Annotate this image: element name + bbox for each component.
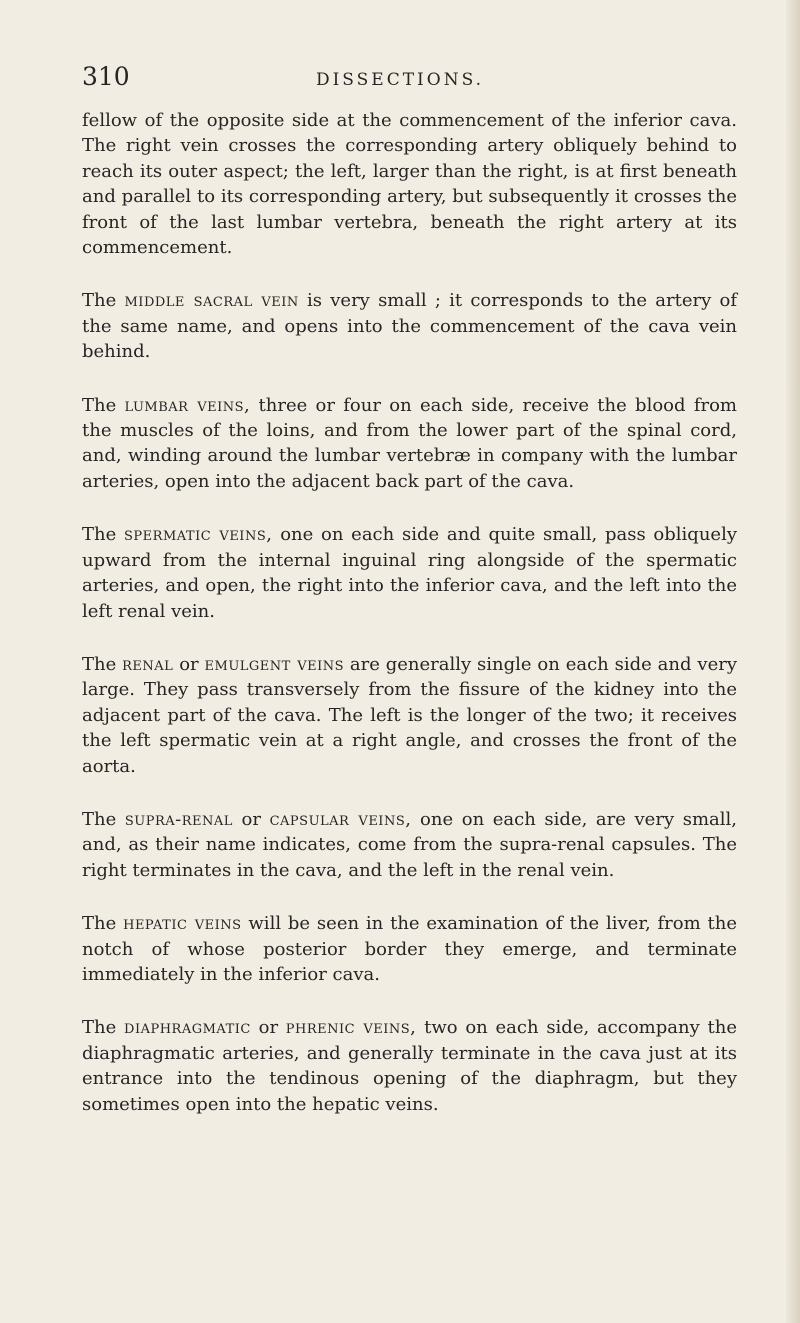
paragraph-spermatic-veins (82, 522, 737, 624)
term-spermatic-veins: spermatic veins, (124, 524, 273, 546)
paragraph-lumbar-veins (82, 393, 737, 495)
paragraph-text: are generally single on each side and very large. They pass transversely from the fissure of the kidney into the adjacent part of the cava. The left is the longer of the two; it receives the left spermatic vein at a right angle, and crosses the front of the aorta. (82, 653, 737, 777)
paragraph-supra-renal-veins (82, 807, 737, 883)
paragraph-text: three or four on each side, receive the blood from the muscles of the loins, and from the lower part of the spinal cord, and, winding around the lumbar vertebræ in company with the lumbar arteries, open into the adjacent back part of the cava. (82, 394, 737, 492)
paragraph-text: will be seen in the examination of the liver, from the notch of whose posterior border they emerge, and terminate immediately in the inferior cava. (82, 913, 738, 985)
paragraph-hepatic-veins (82, 911, 737, 987)
term-renal: renal (122, 653, 174, 675)
paragraph-lead: The (82, 913, 117, 935)
term-capsular-veins: capsular veins, (269, 808, 412, 830)
paragraph-middle-sacral-vein (82, 288, 737, 364)
paragraph-continuation (82, 108, 737, 260)
paragraph-lead: The (82, 524, 117, 546)
paragraph-text: one on each side and quite small, pass obliquely upward from the internal inguinal ring alongside of the spermatic arteries, and open, the right into the inferior cava, and the left into the left renal vein. (82, 524, 737, 622)
paragraph-text: is very small ; it corresponds to the artery of the same name, and opens into the commencement of the cava vein behind. (82, 290, 738, 363)
paragraph-lead: The (82, 1017, 117, 1039)
page-number: 310 (82, 62, 130, 91)
page-header (0, 62, 800, 96)
term-middle-sacral-vein: middle sacral vein (124, 290, 299, 312)
paragraph-connector: or (232, 808, 270, 830)
paragraph-text: fellow of the opposite side at the commencement of the inferior cava. The right vein crosses the corresponding artery obliquely behind to reach its outer aspect; the left, larger than the right, is at first beneath and parallel to its corresponding artery, but subsequently it crosses the front of the last lumbar vertebra, beneath the right artery at its commencement. (82, 110, 737, 259)
paragraph-text: one on each side, are very small, and, as their name indicates, come from the supra-renal capsules. The right terminates in the cava, and the left in the renal vein. (82, 808, 737, 881)
term-hepatic-veins: hepatic veins (123, 913, 242, 935)
term-diaphragmatic: diaphragmatic (124, 1017, 251, 1039)
term-emulgent-veins: emulgent veins (204, 653, 344, 675)
term-phrenic-veins: phrenic veins, (285, 1017, 417, 1039)
term-supra-renal: supra-renal (124, 808, 233, 830)
paragraph-lead: The (82, 394, 117, 416)
paragraph-diaphragmatic-veins (82, 1015, 737, 1117)
paragraph-connector: or (173, 653, 205, 675)
page-edge-shadow (786, 0, 800, 1323)
term-lumbar-veins: lumbar veins, (124, 394, 251, 416)
body-text (82, 108, 737, 1145)
paragraph-renal-veins (82, 652, 737, 779)
paragraph-lead: The (82, 290, 117, 312)
running-head: DISSECTIONS. (315, 70, 485, 90)
paragraph-lead: The (82, 653, 117, 675)
paragraph-text: two on each side, accompany the diaphragmatic arteries, and generally terminate in the cava just at its entrance into the tendinous opening of the diaphragm, but they sometimes open into the hepatic veins. (82, 1017, 737, 1115)
paragraph-connector: or (250, 1017, 286, 1039)
paragraph-lead: The (82, 808, 117, 830)
